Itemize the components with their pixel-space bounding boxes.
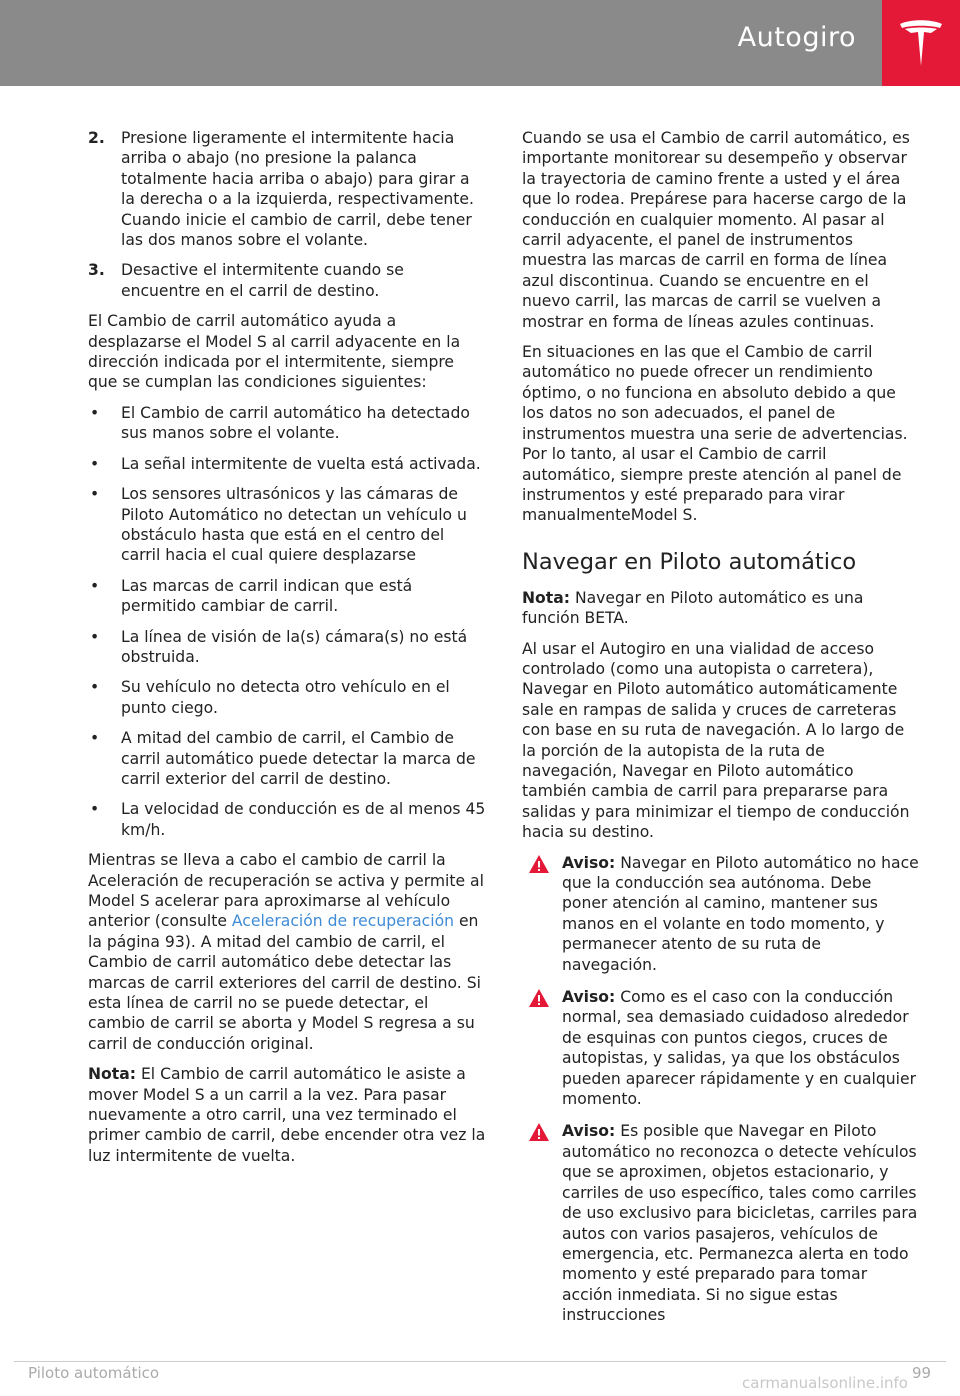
page-number: 99 [912,1364,932,1382]
navigation-paragraph: Al usar el Autogiro en una vialidad de acceso controlado (como una autopista o carretera), Navegar en Piloto automático automáticamente sale en rampas de salida y cruces de carreteras con base en su ruta de navegación. A lo largo de la porción de la autopista de la ruta de navegación, Navegar en Piloto automático también cambia de carril para prepararse para salidas y para minimizar el tiempo de conducción hacia su destino. [522,639,910,842]
list-item [88,799,486,840]
list-item-text: La línea de visión de la(s) cámara(s) no está obstruida. [121,627,468,666]
warning-box [522,1121,920,1325]
bullet-dot: • [90,454,100,473]
list-item [88,484,486,566]
conditions-intro: El Cambio de carril automático ayuda a desplazarse el Model S al carril adyacente en la dirección indicada por el intermitente, siempre que se cumplan las condiciones siguientes: [88,312,461,392]
acceleration-link[interactable]: Aceleración de recuperación [231,912,454,931]
step-3 [88,260,486,301]
step-number: 2. [88,129,105,147]
warning-text: Como es el caso con la conducción normal, sea demasiado cuidadoso alrededor de esquinas con puntos ciegos, cruces de autopistas, y salidas, ya que los obstáculos pueden aparecer rápidamente y en cualquier momento. [562,988,916,1109]
bullet-dot: • [90,800,100,819]
note-label: Nota: [88,1065,136,1084]
acceleration-paragraph [88,850,486,1054]
warning-box [522,987,920,1109]
bullet-dot: • [90,485,100,504]
warning-label: Aviso: [562,988,616,1007]
bullet-dot: • [90,678,100,697]
warning-label: Aviso: [562,853,616,872]
list-item [88,403,486,444]
warning-box [522,853,920,975]
footer-section-name: Piloto automático [28,1364,160,1382]
note-paragraph [88,1064,486,1166]
list-item [88,627,486,668]
left-column [88,128,486,1176]
list-item-text: El Cambio de carril automático ha detectado sus manos sobre el volante. [121,403,470,443]
step-text: Desactive el intermitente cuando se encuentre en el carril de destino. [121,261,404,300]
note-text: El Cambio de carril automático le asiste a mover Model S a un carril a la vez. Para pasar nuevamente a otro carril, una vez terminado el primer cambio de carril, debe encender otra vez la luz intermitente de vuelta. [88,1065,486,1165]
warning-text: Es posible que Navegar en Piloto automático no reconozca o detecte vehículos que se aproximen, objetos estacionario, y carriles de uso específico, tales como carriles de uso exclusivo para bicicletas, carriles para autos con varios pasajeros, vehículos de emergencia, etc. Permanezca alerta en todo momento y esté preparado para tomar acción inmediata. Si no sigue estas instrucciones [562,1122,918,1325]
bullet-dot: • [90,627,100,646]
list-item-text: Los sensores ultrasónicos y las cámaras de Piloto Automático no detectan un vehículo u obstáculo hasta que está en el centro del carril hacia el cual quiere desplazarse [121,485,467,565]
list-item [88,677,486,718]
bullet-dot: • [90,403,100,422]
warning-triangle-icon [528,988,550,1008]
bullet-dot: • [90,576,100,595]
conditions-list [88,403,486,840]
section-heading: Navegar en Piloto automático [522,548,857,575]
list-item-text: Las marcas de carril indican que está permitido cambiar de carril. [121,576,413,616]
acceleration-text-end: en la página 93). A mitad del cambio de carril, el Cambio de carril automático debe detectar las marcas de carril exteriores del carril de destino. Si esta línea de carril no se puede detectar, el cambio de carril se aborta y Model S regresa a su carril de conducción original. [88,912,481,1053]
warning-label: Aviso: [562,1122,616,1141]
note-text: Navegar en Piloto automático es una función BETA. [522,588,864,628]
page-header [0,0,960,86]
warnings-situations-paragraph: En situaciones en las que el Cambio de carril automático no puede ofrecer un rendimiento óptimo, o no funciona en absoluto debido a que los datos no son adecuados, el panel de instrumentos muestra una serie de advertencias. Por lo tanto, al usar el Cambio de carril automático, siempre preste atención al panel de instrumentos y esté preparado para virar manualmenteModel S. [522,343,908,525]
warning-triangle-icon [528,854,550,874]
list-item [88,454,486,474]
warning-text: Navegar en Piloto automático no hace que la conducción sea autónoma. Debe poner atención al camino, mantener sus manos en el volante en todo momento, y permanecer atento de su ruta de navegación. [562,853,919,974]
list-item-text: La señal intermitente de vuelta está activada. [121,454,481,473]
bullet-dot: • [90,729,100,748]
chapter-title: Autogiro [737,22,856,53]
acceleration-text: Mientras se lleva a cabo el cambio de carril la Aceleración de recuperación se activa y permite al Model S acelerar para aproximarse al vehículo anterior (consulte [88,851,484,931]
list-item [88,728,486,789]
right-column [522,128,920,1338]
note-label: Nota: [522,588,570,607]
step-number: 3. [88,261,105,280]
list-item [88,576,486,617]
warning-triangle-icon [528,1122,550,1142]
brand-logo [882,0,960,86]
beta-note [522,588,920,629]
monitoring-paragraph: Cuando se usa el Cambio de carril automático, es importante monitorear su desempeño y observar la trayectoria de camino frente a usted y el área que lo rodea. Prepárese para hacerse cargo de la conducción en cualquier momento. Al pasar al carril adyacente, el panel de instrumentos muestra las marcas de carril en forma de línea azul discontinua. Cuando se encuentre en el nuevo carril, las marcas de carril se vuelven a mostrar en forma de líneas azules continuas. [522,129,910,331]
list-item-text: Su vehículo no detecta otro vehículo en el punto ciego. [121,678,450,717]
step-2 [88,128,486,250]
list-item-text: La velocidad de conducción es de al menos 45 km/h. [121,800,486,839]
step-text: Presione ligeramente el intermitente hacia arriba o abajo (no presione la palanca totalmente hacia arriba o abajo) para girar a la derecha o a la izquierda, respectivamente. Cuando inicie el cambio de carril, debe tener las dos manos sobre el volante. [121,129,474,250]
watermark: carmanualsonline.info [742,1374,908,1392]
footer-divider [14,1361,946,1362]
list-item-text: A mitad del cambio de carril, el Cambio de carril automático puede detectar la marca de carril exterior del carril de destino. [121,729,476,788]
tesla-logo-icon [898,18,944,68]
